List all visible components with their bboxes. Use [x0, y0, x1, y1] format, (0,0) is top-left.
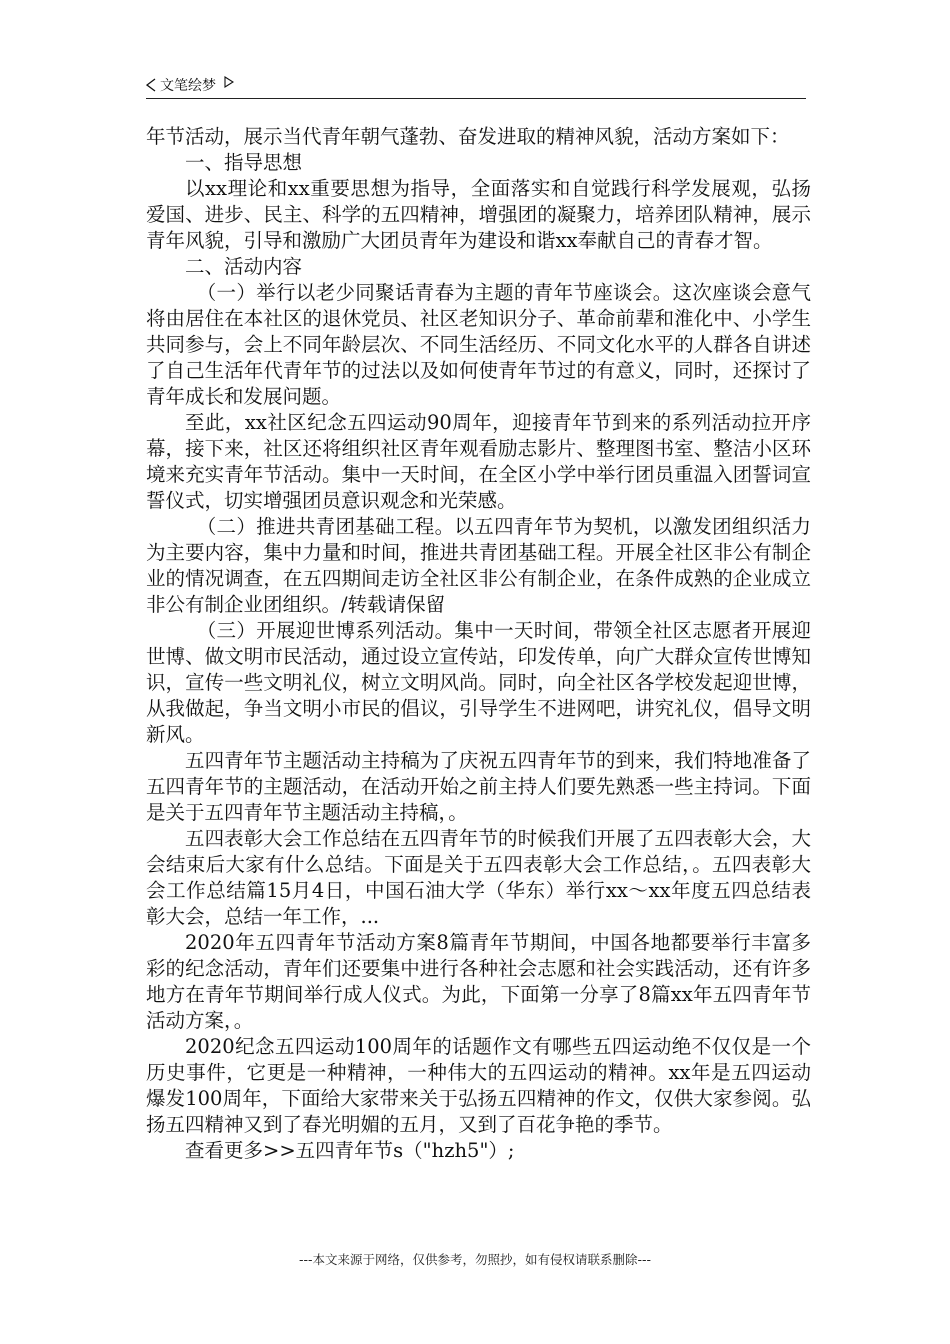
paragraph-intro: 年节活动，展示当代青年朝气蓬勃、奋发进取的精神风貌，活动方案如下：	[146, 125, 790, 148]
view-more-link[interactable]: 查看更多>>五四青年节s（"hzh5"）;	[185, 1139, 515, 1162]
source-disclaimer: ---本文来源于网络，仅供参考，勿照抄，如有侵权请联系删除---	[298, 1252, 652, 1267]
paragraph-related-award-summary: 五四表彰大会工作总结在五四青年节的时候我们开展了五四表彰大会，大会结束后大家有什么总结。下面是关于五四表彰大会工作总结，。五四表彰大会工作总结篇15月4日，中国石油大学（华东）举行xx～xx年度五四总结表彰大会，总结一年工作，...	[146, 827, 811, 928]
paragraph-related-host-script: 五四青年节主题活动主持稿为了庆祝五四青年节的到来，我们特地准备了五四青年节的主题活动，在活动开始之前主持人们要先熟悉一些主持词。下面是关于五四青年节主题活动主持稿，。	[146, 749, 811, 824]
triangle-right-icon	[224, 76, 234, 88]
header-brand: 文笔绘梦	[160, 78, 216, 94]
section-heading-guiding-ideology: 一、指导思想	[185, 151, 303, 174]
paragraph-activity-two: （二）推进共青团基础工程。以五四青年节为契机，以激发团组织活力为主要内容，集中力量和时间，推进共青团基础工程。开展全社区非公有制企业的情况调查，在五四期间走访全社区非公有制企业，在条件成熟的企业成立非公有制企业团组织。/转载请保留	[146, 515, 811, 616]
document-body	[146, 124, 811, 1164]
paragraph-related-activity-plans: 2020年五四青年节活动方案8篇青年节期间，中国各地都要举行丰富多彩的纪念活动，青年们还要集中进行各种社会志愿和社会实践活动，还有许多地方在青年节期间举行成人仪式。为此，下面第一分享了8篇xx年五四青年节活动方案，。	[146, 931, 811, 1032]
page-header	[146, 72, 806, 99]
paragraph-activity-summary: 至此，xx社区纪念五四运动90周年，迎接青年节到来的系列活动拉开序幕，接下来，社区还将组织社区青年观看励志影片、整理图书室、整洁小区环境来充实青年节活动。集中一天时间，在全区小学中举行团员重温入团誓词宣誓仪式，切实增强团员意识观念和光荣感。	[146, 411, 811, 512]
triangle-left-icon	[146, 78, 156, 92]
paragraph-related-essay: 2020纪念五四运动100周年的话题作文有哪些五四运动绝不仅仅是一个历史事件，它更是一种精神，一种伟大的五四运动的精神。xx年是五四运动爆发100周年，下面给大家带来关于弘扬五四精神的作文，仅供大家参阅。弘扬五四精神又到了春光明媚的五月，又到了百花争艳的季节。	[146, 1035, 811, 1136]
paragraph-activity-three: （三）开展迎世博系列活动。集中一天时间，带领全社区志愿者开展迎世博、做文明市民活动，通过设立宣传站，印发传单，向广大群众宣传世博知识，宣传一些文明礼仪，树立文明风尚。同时，向全社区各学校发起迎世博，从我做起，争当文明小市民的倡议，引导学生不进网吧，讲究礼仪，倡导文明新风。	[146, 619, 811, 746]
paragraph-guiding-ideology: 以xx理论和xx重要思想为指导，全面落实和自觉践行科学发展观，弘扬爱国、进步、民主、科学的五四精神，增强团的凝聚力，培养团队精神，展示青年风貌，引导和激励广大团员青年为建设和谐xx奉献自己的青春才智。	[146, 177, 811, 252]
paragraph-activity-one: （一）举行以老少同聚话青春为主题的青年节座谈会。这次座谈会意气将由居住在本社区的退休党员、社区老知识分子、革命前辈和淮化中、小学生共同参与，会上不同年龄层次、不同生活经历、不同文化水平的人群各自讲述了自己生活年代青年节的过法以及如何使青年节过的有意义，同时，还探讨了青年成长和发展问题。	[146, 281, 811, 408]
section-heading-activity-content: 二、活动内容	[185, 255, 303, 278]
